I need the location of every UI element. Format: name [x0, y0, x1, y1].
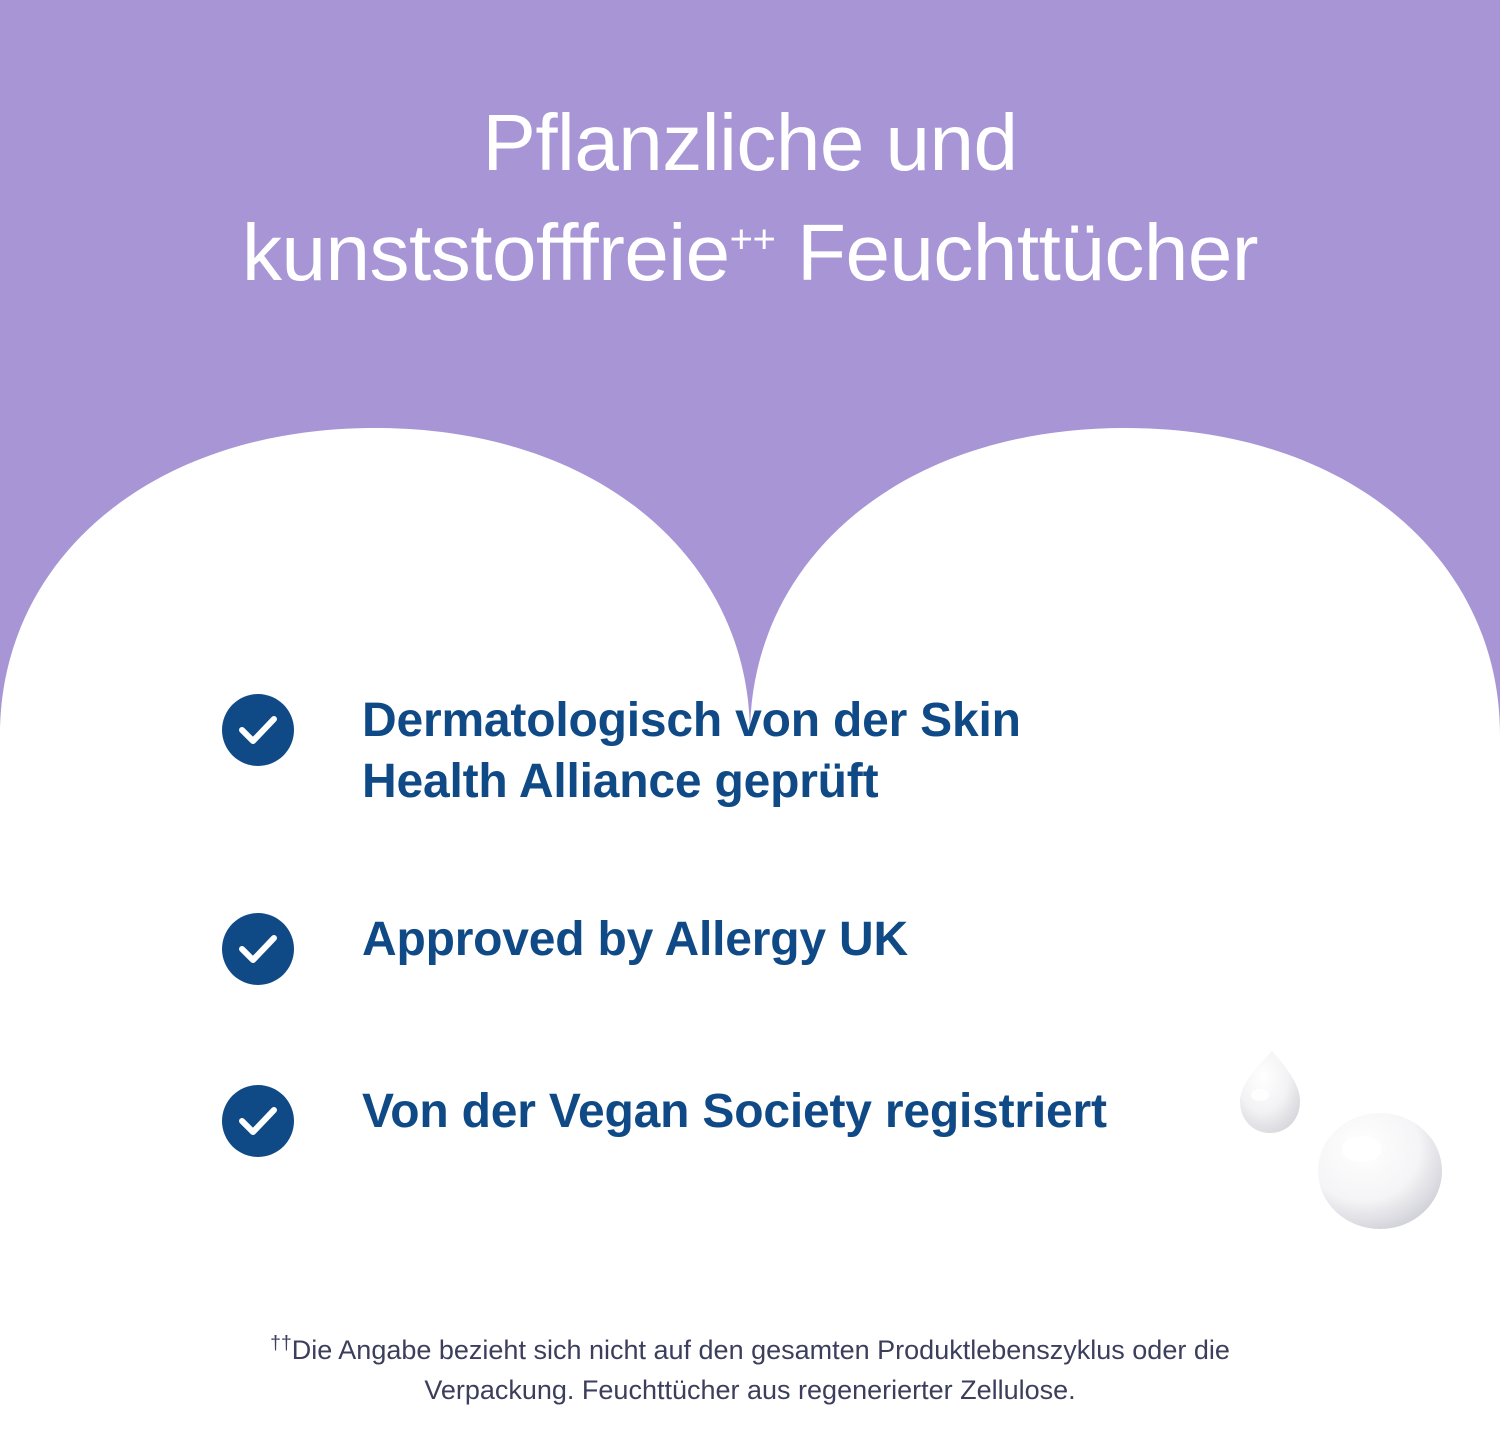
benefits-list — [222, 690, 1322, 1157]
check-icon — [222, 913, 294, 985]
headline-line-2-tail: Feuchttücher — [775, 208, 1258, 298]
list-item-line-1: Dermatologisch von der Skin — [362, 694, 1021, 747]
footnote-line-1-text: Die Angabe bezieht sich nicht auf den gesamten Produktlebenszyklus oder die — [291, 1335, 1230, 1366]
check-icon — [222, 1085, 294, 1157]
headline-footnote-marker: ++ — [729, 217, 776, 262]
list-item-line-2: Health Alliance geprüft — [362, 755, 879, 809]
footnote-line-2: Verpackung. Feuchttücher aus regenerierter Zellulose. — [424, 1375, 1076, 1406]
footnote-marker: †† — [270, 1332, 292, 1355]
list-item-line-1: Approved by Allergy UK — [362, 912, 908, 966]
list-item-line-1: Von der Vegan Society registriert — [362, 1084, 1107, 1138]
list-item-label — [362, 690, 1021, 813]
check-icon — [222, 694, 294, 766]
list-item-label — [362, 1081, 1107, 1142]
footnote — [0, 1331, 1500, 1411]
list-item-label — [362, 909, 908, 970]
list-item — [222, 690, 1322, 813]
list-item — [222, 909, 1322, 985]
headline-line-1: Pflanzliche und — [482, 98, 1018, 187]
headline-line-2-text: kunststofffreie — [242, 208, 730, 298]
list-item — [222, 1081, 1322, 1157]
footnote-line-1 — [150, 1331, 1350, 1371]
